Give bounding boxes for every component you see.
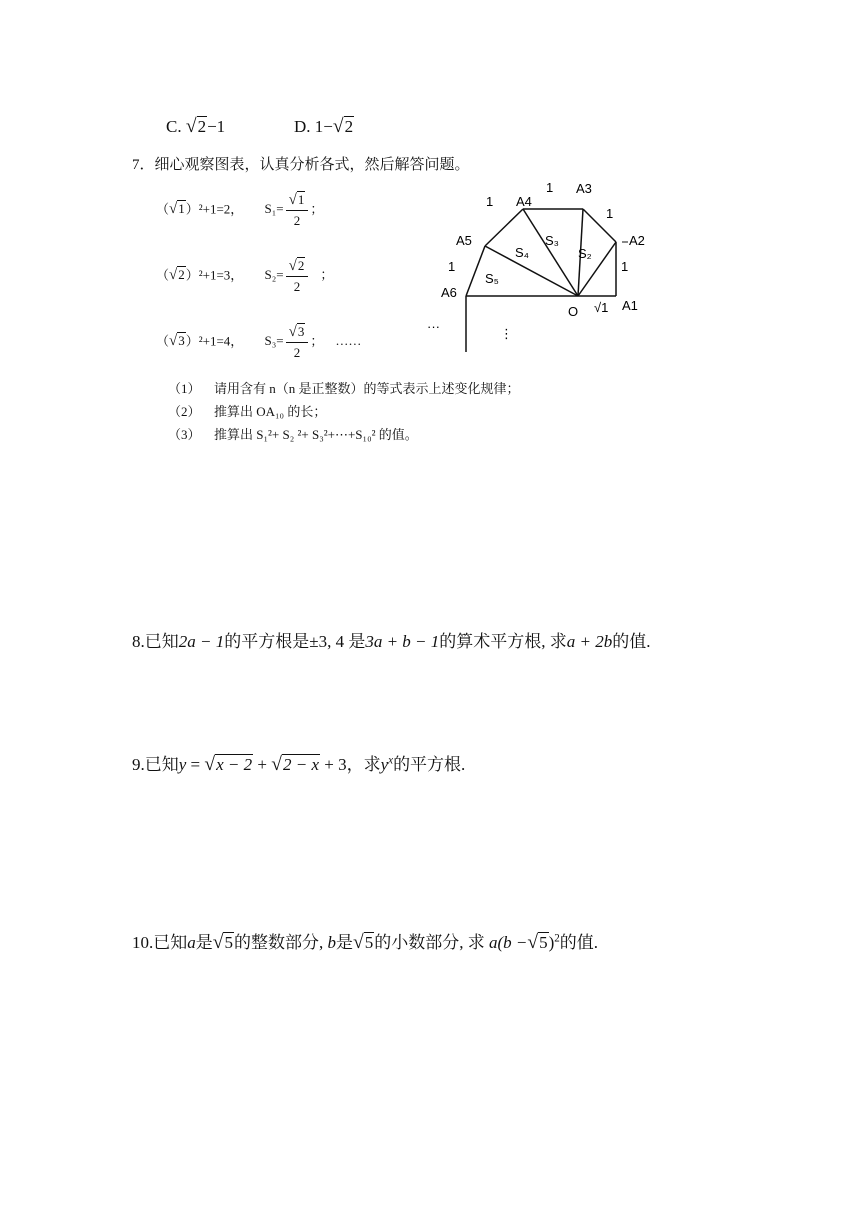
q9-prefix: 9.已知 bbox=[132, 755, 179, 774]
radicand: 5 bbox=[364, 933, 374, 952]
text: ，求 bbox=[346, 755, 381, 774]
text: 的平方根. bbox=[393, 755, 466, 774]
q7-sub-3 bbox=[168, 424, 418, 443]
exponent-x: x bbox=[388, 754, 394, 767]
sub-number: （1） bbox=[168, 381, 201, 396]
denominator: 2 bbox=[293, 345, 301, 360]
sqrt-5: √5 bbox=[527, 932, 548, 953]
equation-tail: ²+1=3， bbox=[198, 267, 244, 283]
var-y: y bbox=[178, 755, 187, 774]
q7-prompt: 7．细心观察图表，认真分析各式，然后解答问题。 bbox=[132, 157, 470, 173]
sqrt-2: √2 bbox=[332, 116, 354, 137]
q7-sub-1 bbox=[168, 378, 520, 397]
area-label-s3: S₃ bbox=[545, 233, 559, 248]
label-a6: A6 bbox=[441, 285, 457, 300]
label-a5: A5 bbox=[456, 233, 472, 248]
denominator: 2 bbox=[293, 279, 301, 294]
radicand: 2 bbox=[297, 258, 305, 273]
option-c-rest: −1 bbox=[207, 117, 226, 136]
radicand: 2 bbox=[344, 117, 354, 136]
label-o: O bbox=[568, 304, 579, 319]
text: 的平方根是 bbox=[224, 632, 310, 651]
var-b: b bbox=[327, 933, 336, 952]
sqrt: √2 bbox=[169, 267, 185, 284]
side-label-sqrt1: √1 bbox=[594, 300, 609, 315]
dots-horizontal: ··· bbox=[427, 319, 440, 334]
var-y: y bbox=[380, 755, 389, 774]
expr: a(b − bbox=[488, 933, 528, 952]
radicand: 3 bbox=[178, 333, 185, 349]
text: 是 bbox=[195, 933, 213, 952]
semicolon: ； bbox=[320, 267, 334, 283]
fraction: $\frac{√1}{2}$ bbox=[286, 190, 309, 231]
q8-prefix: 8.已知 bbox=[132, 632, 179, 651]
radicand: 3 bbox=[297, 324, 305, 339]
fraction: $\frac{√2}{2}$ bbox=[286, 256, 309, 297]
equals: = bbox=[186, 755, 205, 774]
sqrt: √1 bbox=[169, 201, 185, 218]
sqrt-5: √5 bbox=[212, 932, 233, 953]
side-label-1: 1 bbox=[621, 259, 629, 274]
text: 的值. bbox=[612, 632, 651, 651]
option-c-label: C. bbox=[166, 117, 182, 136]
s-label: S₂= bbox=[264, 267, 284, 283]
radicand: 1 bbox=[297, 192, 305, 207]
label-a4: A4 bbox=[516, 194, 532, 209]
q10-prefix: 10.已知 bbox=[132, 933, 188, 952]
paren-close: ） bbox=[185, 267, 199, 283]
paren-open: （ bbox=[156, 333, 170, 349]
s-label: S₁= bbox=[264, 201, 284, 217]
semicolon: ； bbox=[310, 333, 324, 349]
area-label-s2: S₂ bbox=[578, 246, 592, 261]
label-a3: A3 bbox=[576, 181, 592, 196]
text: , 4 是 bbox=[327, 632, 366, 651]
sqrt: √3 bbox=[169, 333, 185, 350]
text: 的整数部分, bbox=[233, 933, 324, 952]
fraction: $\frac{√3}{2}$ bbox=[286, 322, 309, 363]
semicolon: ； bbox=[310, 201, 324, 217]
expr-tail: + 3 bbox=[320, 755, 347, 774]
sqrt-2: √2 bbox=[185, 116, 207, 137]
radicand: 5 bbox=[224, 933, 233, 952]
option-d-lead: 1− bbox=[314, 117, 333, 136]
plus: + bbox=[253, 755, 272, 774]
radicand: 2 bbox=[197, 117, 207, 136]
text: 是 bbox=[335, 933, 353, 952]
text: 的小数部分, 求 bbox=[374, 933, 485, 952]
edge-a4-a5 bbox=[485, 209, 523, 246]
area-label-s5: S₅ bbox=[485, 271, 499, 286]
sqrt: √x − 2 bbox=[204, 754, 253, 775]
paren-close: ） bbox=[185, 333, 199, 349]
exponent: 2 bbox=[554, 932, 560, 945]
q8 bbox=[132, 627, 651, 652]
expr: ±3 bbox=[309, 632, 328, 651]
q7-sub-2 bbox=[168, 401, 326, 420]
ray-o-a5 bbox=[485, 246, 578, 296]
sub-text: 请用含有 n（n 是正整数）的等式表示上述变化规律； bbox=[214, 381, 520, 396]
side-label-1: 1 bbox=[486, 194, 494, 209]
paren-open: （ bbox=[156, 201, 170, 217]
sub-text: 推算出 OA₁₀ 的长； bbox=[214, 404, 327, 419]
var-a: a bbox=[187, 933, 196, 952]
side-label-1: 1 bbox=[546, 180, 554, 195]
area-label-s4: S₄ bbox=[515, 245, 529, 260]
dots-vertical: ⋮ bbox=[500, 326, 513, 341]
equation-tail: ²+1=2， bbox=[198, 201, 244, 217]
sub-number: （2） bbox=[168, 404, 201, 419]
radicand: 1 bbox=[178, 201, 185, 217]
expr: 2a − 1 bbox=[178, 632, 225, 651]
label-a1: A1 bbox=[622, 298, 638, 313]
q10 bbox=[132, 928, 598, 954]
sqrt: √2 − x bbox=[271, 754, 320, 775]
paren-close: ) bbox=[548, 933, 555, 952]
sub-number: （3） bbox=[168, 427, 201, 442]
sqrt-5: √5 bbox=[352, 932, 374, 953]
radicand: 2 − x bbox=[282, 755, 320, 774]
paren-open: （ bbox=[156, 267, 170, 283]
text: 的算术平方根, 求 bbox=[439, 632, 567, 651]
denominator: 2 bbox=[293, 213, 301, 228]
edge-a5-a6 bbox=[466, 246, 485, 296]
ray-o-a4 bbox=[523, 209, 578, 296]
radicand: 2 bbox=[178, 267, 185, 283]
equation-tail: ²+1=4， bbox=[198, 333, 244, 349]
side-label-1: 1 bbox=[606, 206, 614, 221]
radicand: 5 bbox=[539, 933, 548, 952]
q9 bbox=[132, 750, 465, 776]
label-a2: A2 bbox=[629, 233, 645, 248]
text: 的值. bbox=[559, 933, 599, 952]
option-d-label: D. bbox=[294, 117, 311, 136]
expr: 3a + b − 1 bbox=[365, 632, 440, 651]
expr: a + 2b bbox=[566, 632, 613, 651]
side-label-1: 1 bbox=[448, 259, 456, 274]
radicand: x − 2 bbox=[216, 755, 253, 774]
sub-text: 推算出 S₁²+ S₂ ²+ S₃²+⋯+S₁₀² 的值。 bbox=[214, 427, 418, 442]
s-label: S₃= bbox=[264, 333, 284, 349]
paren-close: ） bbox=[185, 201, 199, 217]
ellipsis: …… bbox=[335, 333, 362, 349]
